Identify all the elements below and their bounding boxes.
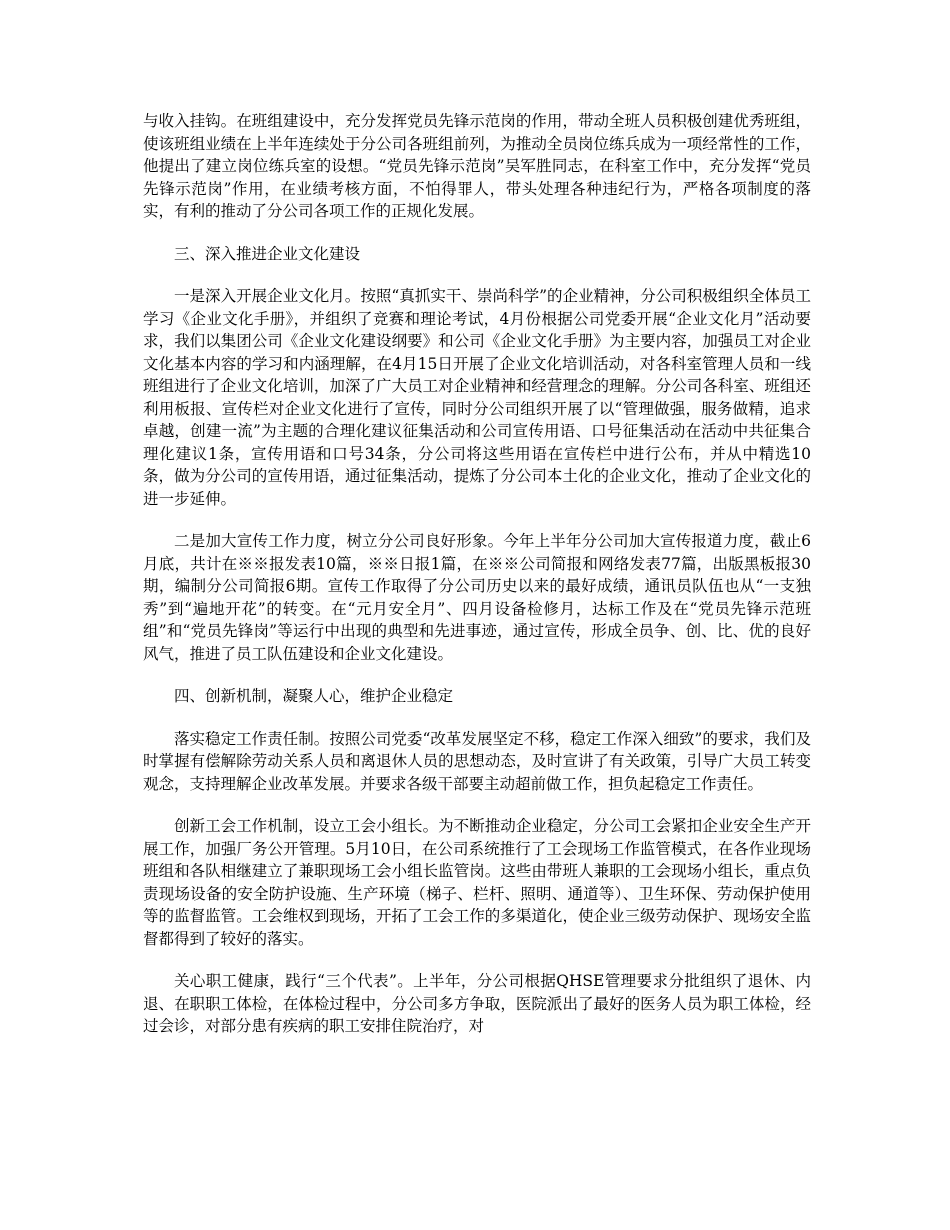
section-heading-3: 三、深入推进企业文化建设 xyxy=(174,244,361,263)
paragraph-1: 与收入挂钩。在班组建设中，充分发挥党员先锋示范岗的作用，带动全班人员积极创建优秀班组，使该班组业绩在上半年连续处于分公司各班组前列，为推动全员岗位练兵成为一项经常性的工作，他提出了建立岗位练兵室的设想。“党员先锋示范岗”吴军胜同志，在科室工作中，充分发挥“党员先锋示范岗”作用，在业绩考核方面，不怕得罪人，带头处理各种违纪行为，严格各项制度的落实，有利的推动了分公司各项工作的正规化发展。 xyxy=(143,112,811,220)
paragraph-publicity: 二是加大宣传工作力度，树立分公司良好形象。今年上半年分公司加大宣传报道力度，截止6月底，共计在※※报发表10篇，※※日报1篇，在※※公司简报和网络发表77篇，出版黑板报30期，编制分公司简报6期。宣传工作取得了分公司历史以来的最好成绩，通讯员队伍也从“一支独秀”到“遍地开花”的转变。在“元月安全月”、四月设备检修月，达标工作及在“党员先锋示范班组”和“党员先锋岗”等运行中出现的典型和先进事迹，通过宣传，形成全员争、创、比、优的良好风气，推进了员工队伍建设和企业文化建设。 xyxy=(143,532,811,663)
paragraph-union: 创新工会工作机制，设立工会小组长。为不断推动企业稳定，分公司工会紧扣企业安全生产开展工作，加强厂务公开管理。5月10日，在公司系统推行了工会现场工作监管模式，在各作业现场班组和各队相继建立了兼职现场工会小组长监管岗。这些由带班人兼职的工会现场小组长，重点负责现场设备的安全防护设施、生产环境（梯子、栏杆、照明、通道等）、卫生环保、劳动保护使用等的监督监管。工会维权到现场，开拓了工会工作的多渠道化，使企业三级劳动保护、现场安全监督都得到了较好的落实。 xyxy=(143,817,811,948)
document-page xyxy=(143,110,811,1058)
paragraph-culture-month: 一是深入开展企业文化月。按照“真抓实干、崇尚科学”的企业精神，分公司积极组织全体员工学习《企业文化手册》，并组织了竞赛和理论考试，4月份根据公司党委开展“企业文化月”活动要求，我们以集团公司《企业文化建设纲要》和公司《企业文化手册》为主要内容，加强员工对企业文化基本内容的学习和内涵理解，在4月15日开展了企业文化培训活动，对各科室管理人员和一线班组进行了企业文化培训，加深了广大员工对企业精神和经营理念的理解。分公司各科室、班组还利用板报、宣传栏对企业文化进行了宣传，同时分公司组织开展了以“管理做强，服务做精，追求卓越，创建一流”为主题的合理化建议征集活动和公司宣传用语、口号征集活动在活动中共征集合理化建议1条，宣传用语和口号34条，分公司将这些用语在宣传栏中进行公布，并从中精选10条，做为分公司的宣传用语，通过征集活动，提炼了分公司本土化的企业文化，推动了企业文化的进一步延伸。 xyxy=(143,287,811,508)
paragraph-health: 关心职工健康，践行“三个代表”。上半年，分公司根据QHSE管理要求分批组织了退休、内退、在职职工体检，在体检过程中，分公司多方争取，医院派出了最好的医务人员为职工体检，经过会诊，对部分患有疾病的职工安排住院治疗，对 xyxy=(143,972,811,1035)
paragraph-stability: 落实稳定工作责任制。按照公司党委“改革发展坚定不移，稳定工作深入细致”的要求，我们及时掌握有偿解除劳动关系人员和离退休人员的思想动态，及时宣讲了有关政策，引导广大员工转变观念，支持理解企业改革发展。并要求各级干部要主动超前做工作，担负起稳定工作责任。 xyxy=(143,729,811,793)
section-heading-4: 四、创新机制，凝聚人心，维护企业稳定 xyxy=(174,687,454,705)
